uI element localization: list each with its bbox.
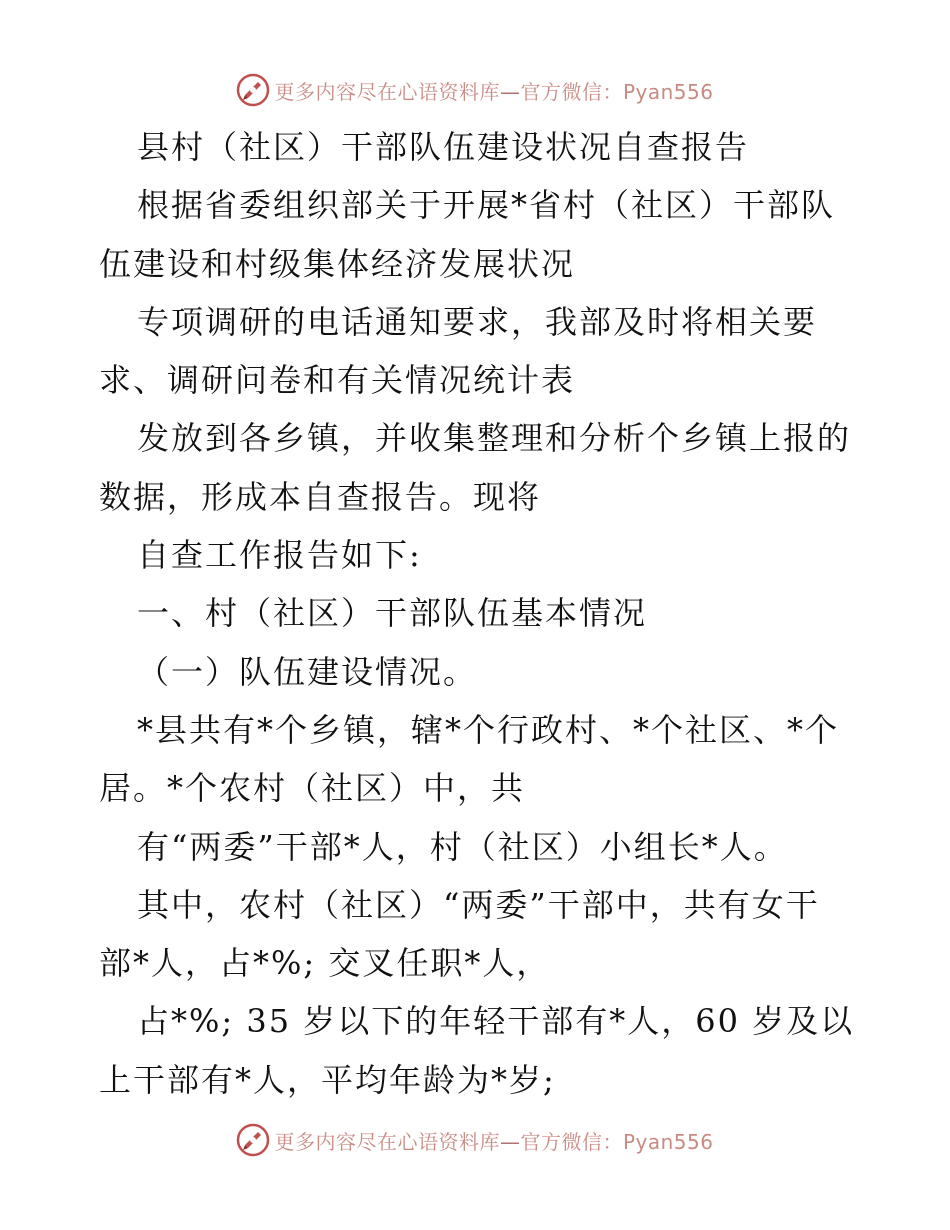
document-title: 县村（社区）干部队伍建设状况自查报告	[137, 128, 750, 166]
paragraph-line: 伍建设和村级集体经济发展状况	[99, 244, 576, 283]
banner-title: 更多内容尽在心语资料库	[274, 1129, 500, 1154]
paragraph-line: *县共有*个乡镇，辖*个行政村、*个社区、*个	[137, 710, 840, 749]
subsection-heading: （一）队伍建设情况。	[137, 652, 478, 691]
section-heading: 一、村（社区）干部队伍基本情况	[137, 594, 648, 633]
banner-text	[274, 76, 713, 105]
banner-title: 更多内容尽在心语资料库	[274, 79, 500, 104]
paragraph-line: 占*%; 35 岁以下的年轻干部有*人，60 岁及以	[137, 1002, 855, 1041]
paragraph-line: 根据省委组织部关于开展*省村（社区）干部队	[137, 186, 836, 225]
paragraph-line: 发放到各乡镇，并收集整理和分析个乡镇上报的	[137, 419, 852, 458]
paragraph-line: 求、调研问卷和有关情况统计表	[99, 361, 576, 400]
book-pen-logo-icon	[236, 1123, 270, 1157]
document-body	[99, 118, 859, 1109]
header-banner	[0, 70, 950, 110]
book-pen-logo-icon	[236, 73, 270, 107]
banner-separator: —	[499, 79, 521, 104]
paragraph-line: 数据，形成本自查报告。现将	[99, 477, 542, 516]
paragraph-line: 其中，农村（社区）“两委”干部中，共有女干	[137, 885, 820, 924]
paragraph-line: 自查工作报告如下:	[137, 536, 422, 575]
paragraph-line: 有“两委”干部*人，村（社区）小组长*人。	[137, 827, 788, 866]
paragraph-line: 部*人，占*%; 交叉任职*人，	[99, 944, 551, 983]
banner-contact: 官方微信：Pyan556	[520, 1129, 714, 1154]
banner-text	[274, 1126, 713, 1155]
paragraph-line: 上干部有*人，平均年龄为*岁;	[99, 1060, 556, 1099]
banner-separator: —	[499, 1129, 521, 1154]
paragraph-line: 居。*个农村（社区）中，共	[99, 769, 526, 808]
banner-contact: 官方微信：Pyan556	[520, 79, 714, 104]
paragraph-line: 专项调研的电话通知要求，我部及时将相关要	[137, 302, 818, 341]
footer-banner	[0, 1120, 950, 1160]
